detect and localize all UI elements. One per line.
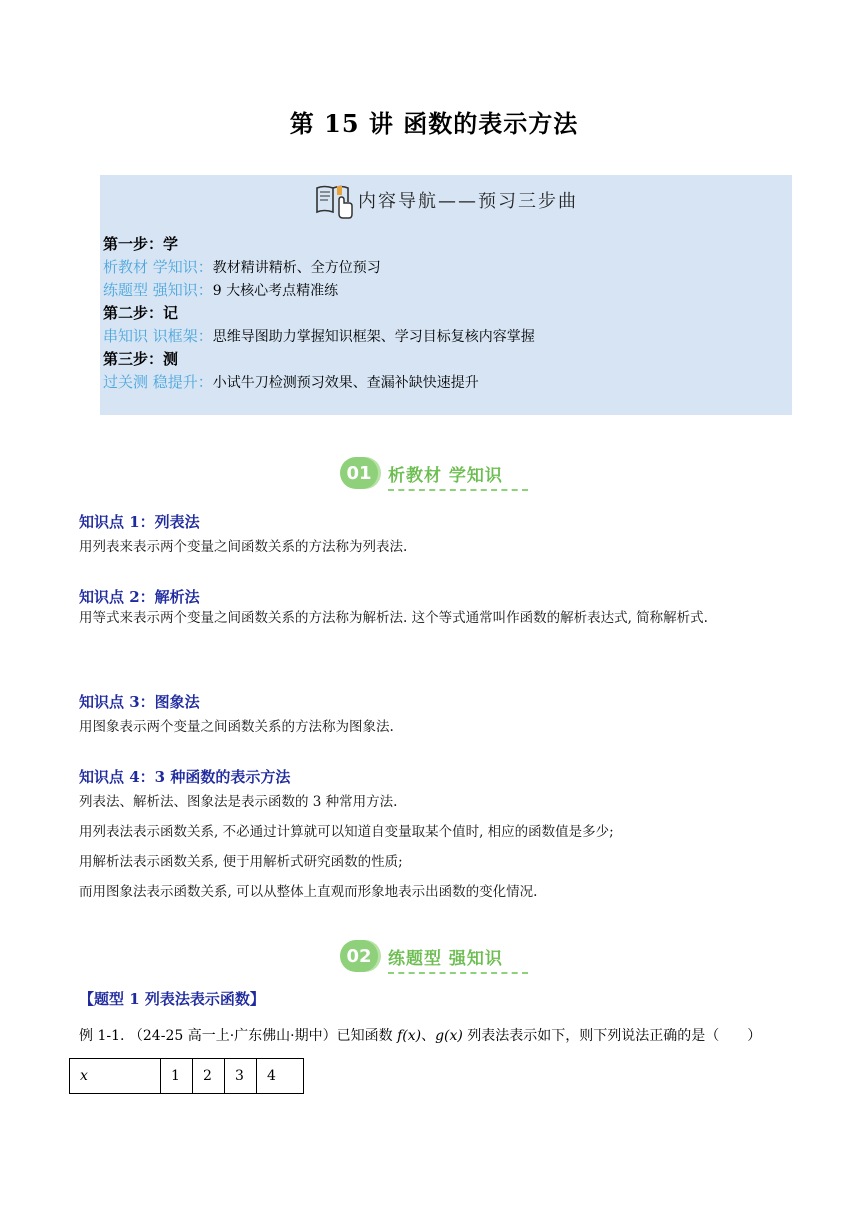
step-3-heading: 第三步：测 xyxy=(103,350,179,368)
nav-title: 内容导航——预习三步曲 xyxy=(358,191,578,212)
table-cell: 4 xyxy=(257,1059,304,1094)
section-02-number: 02 xyxy=(340,940,378,972)
table-cell: 1 xyxy=(161,1059,193,1094)
example-suffix: 列表法表示如下，则下列说法正确的是（ ） xyxy=(462,1028,762,1044)
section-01-label: 析教材 学知识 xyxy=(388,465,503,486)
knowledge-point-4-line-4: 而用图象法表示函数关系, 可以从整体上直观而形象地表示出函数的变化情况. xyxy=(79,884,538,900)
knowledge-point-2-heading: 知识点 2：解析法 xyxy=(79,588,200,606)
section-01-badge xyxy=(340,453,503,493)
step-1-heading: 第一步：学 xyxy=(103,235,179,253)
section-01-underline xyxy=(388,489,528,491)
example-1-1-question xyxy=(79,1025,761,1045)
knowledge-point-1-heading: 知识点 1：列表法 xyxy=(79,513,200,531)
knowledge-point-1-text: 用列表来表示两个变量之间函数关系的方法称为列表法. xyxy=(79,539,408,555)
page-title: 第 15 讲 函数的表示方法 xyxy=(289,109,579,138)
step-1-item-b-text: 9 大核心考点精准练 xyxy=(212,283,339,299)
knowledge-point-4-line-3: 用解析法表示函数关系, 便于用解析式研究函数的性质; xyxy=(79,854,403,870)
knowledge-point-3-heading: 知识点 3：图象法 xyxy=(79,693,200,711)
knowledge-point-3-text: 用图象表示两个变量之间函数关系的方法称为图象法. xyxy=(79,719,394,735)
section-01-number: 01 xyxy=(340,457,378,489)
content-navigation-box xyxy=(100,175,792,415)
knowledge-point-4-heading: 知识点 4：3 种函数的表示方法 xyxy=(79,768,291,786)
nav-header xyxy=(100,179,792,221)
step-1-item-b-label: 练题型 强知识： xyxy=(103,281,213,299)
table-cell: 2 xyxy=(193,1059,225,1094)
table-row xyxy=(70,1059,304,1094)
function-value-table xyxy=(69,1058,304,1094)
table-header-x: x xyxy=(70,1059,161,1094)
section-02-label: 练题型 强知识 xyxy=(388,948,503,969)
step-3-item-a xyxy=(103,371,535,394)
step-1-item-a-label: 析教材 学知识： xyxy=(103,258,213,276)
step-1-item-b xyxy=(103,279,535,302)
step-1-item-a-text: 教材精讲精析、全方位预习 xyxy=(212,260,381,276)
function-g: g(x) xyxy=(435,1028,463,1044)
step-2-item-a-label: 串知识 识框架： xyxy=(103,327,213,345)
table-cell: 3 xyxy=(225,1059,257,1094)
knowledge-point-4-line-1: 列表法、解析法、图象法是表示函数的 3 种常用方法. xyxy=(79,794,398,810)
knowledge-point-2-text: 用等式来表示两个变量之间函数关系的方法称为解析法. 这个等式通常叫作函数的解析表达式, 简称解析式. xyxy=(79,610,708,626)
function-f: f(x) xyxy=(397,1028,422,1044)
step-3-item-a-text: 小试牛刀检测预习效果、查漏补缺快速提升 xyxy=(212,375,479,391)
question-type-1-heading: 【题型 1 列表法表示函数】 xyxy=(79,990,265,1008)
example-prefix: 例 1-1. （24-25 高一上·广东佛山·期中）已知函数 xyxy=(79,1028,398,1044)
step-2-item-a xyxy=(103,325,535,348)
step-1-item-a xyxy=(103,256,535,279)
book-pointer-icon xyxy=(314,180,354,220)
knowledge-point-4-line-2: 用列表法表示函数关系, 不必通过计算就可以知道自变量取某个值时, 相应的函数值是多少; xyxy=(79,824,614,840)
nav-step-list xyxy=(103,233,535,394)
step-2-heading: 第二步：记 xyxy=(103,304,179,322)
step-2-item-a-text: 思维导图助力掌握知识框架、学习目标复核内容掌握 xyxy=(212,329,535,345)
example-separator: 、 xyxy=(421,1028,436,1044)
step-3-item-a-label: 过关测 稳提升： xyxy=(103,373,213,391)
section-02-badge xyxy=(340,936,503,976)
section-02-underline xyxy=(388,972,528,974)
